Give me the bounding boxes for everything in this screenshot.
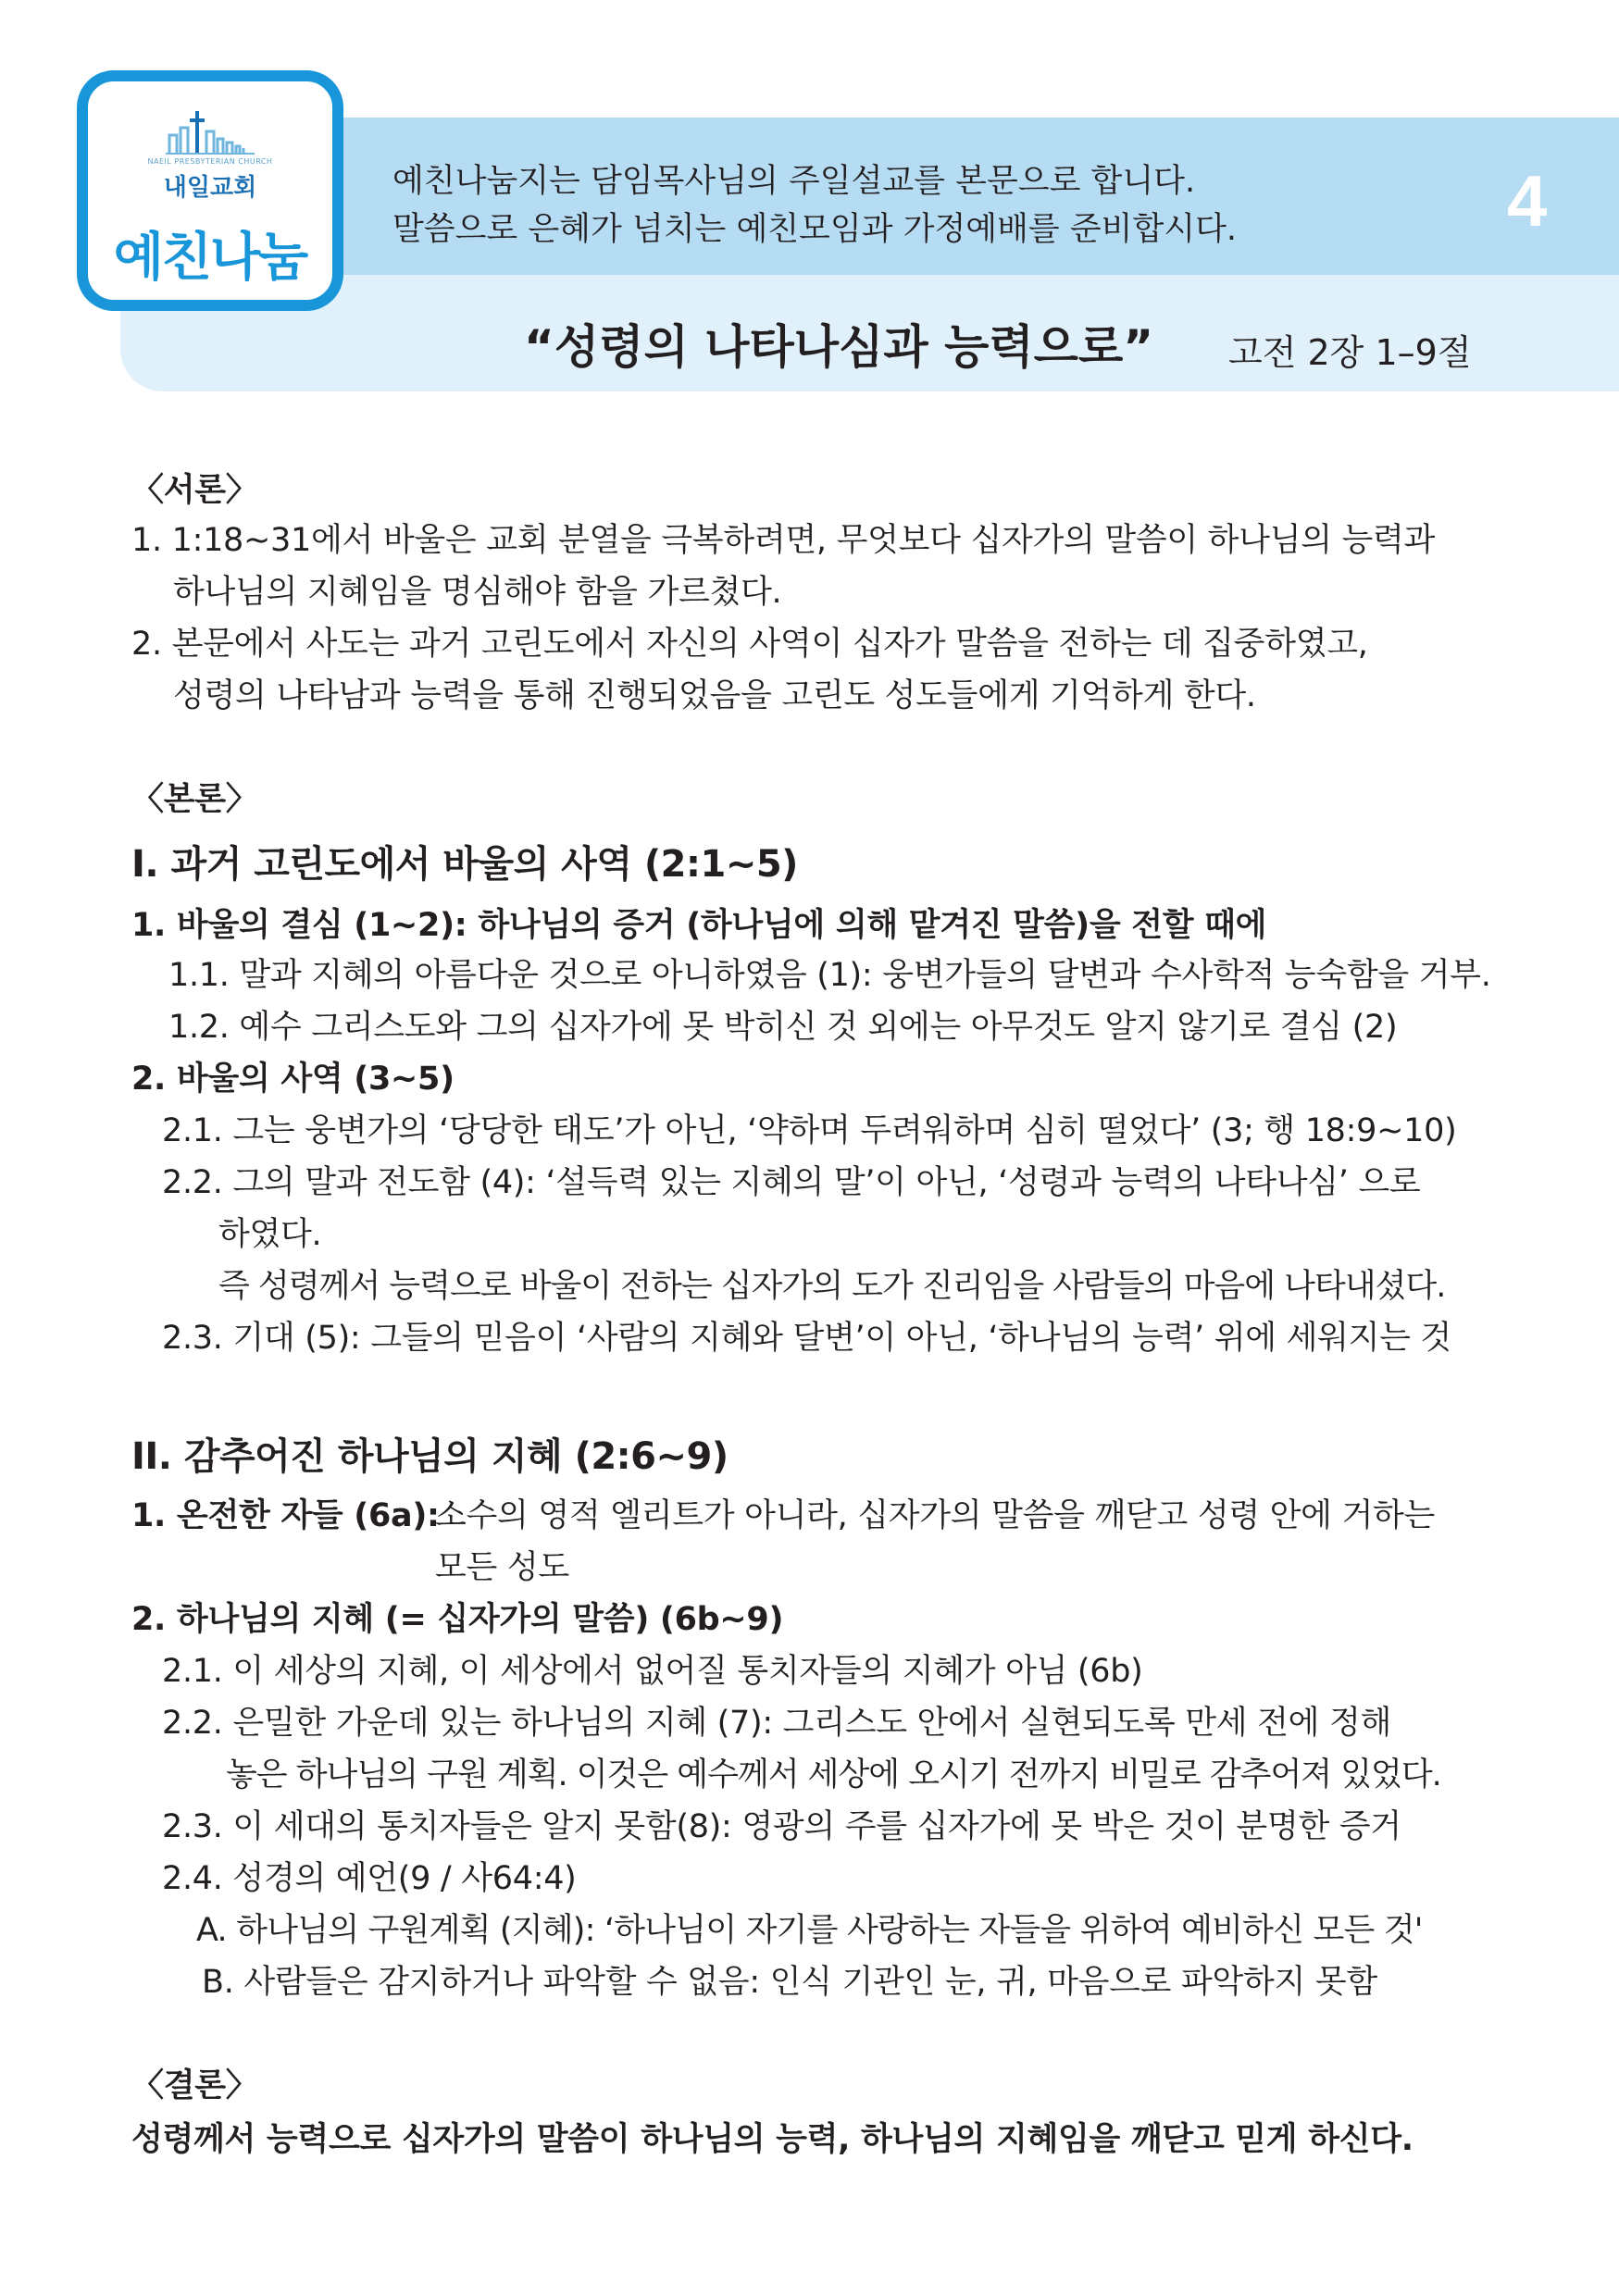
part-1-item-1-1: 1.1. 말과 지혜의 아름다운 것으로 아니하였음 (1): 웅변가들의 달변과 수사학적 능숙함을 거부. <box>168 957 1491 994</box>
conclusion-heading: 〈결론〉 <box>131 2067 258 2104</box>
conclusion-text: 성령께서 능력으로 십자가의 말씀이 하나님의 능력, 하나님의 지혜임을 깨닫고 믿게 하신다. <box>131 2121 1414 2158</box>
part-2-title: II. 감추어진 하나님의 지혜 (2:6~9) <box>131 1435 729 1478</box>
part-2-item-2-3: 2.3. 이 세대의 통치자들은 알지 못함(8): 영광의 주를 십자가에 못 박은 것이 분명한 증거 <box>162 1808 1401 1845</box>
part-1-item-2-2-line-3: 즉 성령께서 능력으로 바울이 전하는 십자가의 도가 진리임을 사람들의 마음에 나타내셨다. <box>218 1268 1446 1305</box>
part-2-section-1-text-line-2: 모든 성도 <box>435 1549 569 1586</box>
part-1-section-1-title: 1. 바울의 결심 (1∼2): 하나님의 증거 (하나님에 의해 맡겨진 말씀)을 전할 때에 <box>131 907 1267 944</box>
intro-point-2-line-1: 2. 본문에서 사도는 과거 고린도에서 자신의 사역이 십자가 말씀을 전하는 데 집중하였고, <box>131 626 1368 663</box>
part-2-section-1-text-line-1: 소수의 영적 엘리트가 아니라, 십자가의 말씀을 깨닫고 성령 안에 거하는 <box>435 1497 1436 1534</box>
logo-tiny-text: NAEIL PRESBYTERIAN CHURCH <box>147 157 273 166</box>
scripture-reference: 고전 2장 1–9절 <box>1228 332 1472 373</box>
part-2-item-2-4: 2.4. 성경의 예언(9 / 사64:4) <box>162 1860 577 1897</box>
part-2-section-1-label: 1. 온전한 자들 (6a): <box>131 1497 440 1534</box>
logo-church-name: 내일교회 <box>163 174 257 202</box>
logo-box <box>77 70 343 311</box>
church-skyline-icon <box>166 107 255 155</box>
part-2-item-2-2-line-2: 놓은 하나님의 구원 계획. 이것은 예수께서 세상에 오시기 전까지 비밀로 감추어져 있었다. <box>226 1756 1441 1793</box>
part-1-item-2-3: 2.3. 기대 (5): 그들의 믿음이 ‘사람의 지혜와 달변’이 아닌, ‘하나님의 능력’ 위에 세워지는 것 <box>162 1320 1451 1357</box>
intro-line-1: 예친나눔지는 담임목사님의 주일설교를 본문으로 합니다. <box>392 163 1196 200</box>
part-2-item-2-2-line-1: 2.2. 은밀한 가운데 있는 하나님의 지혜 (7): 그리스도 안에서 실현되도록 만세 전에 정해 <box>162 1705 1391 1742</box>
intro-point-1-line-1: 1. 1:18∼31에서 바울은 교회 분열을 극복하려면, 무엇보다 십자가의 말씀이 하나님의 능력과 <box>131 522 1436 559</box>
intro-line-2: 말씀으로 은혜가 넘치는 예친모임과 가정예배를 준비합시다. <box>392 211 1238 248</box>
intro-point-1-line-2: 하나님의 지혜임을 명심해야 함을 가르쳤다. <box>173 574 782 611</box>
part-2-item-2-1: 2.1. 이 세상의 지혜, 이 세상에서 없어질 통치자들의 지혜가 아님 (6b) <box>162 1653 1143 1690</box>
part-1-title: I. 과거 고린도에서 바울의 사역 (2:1~5) <box>131 843 798 886</box>
part-2-item-2-4-a: A. 하나님의 구원계획 (지혜): ‘하나님이 자기를 사랑하는 자들을 위하여 예비하신 모든 것' <box>196 1912 1423 1949</box>
body-heading: 〈본론〉 <box>131 781 258 818</box>
part-1-section-2-title: 2. 바울의 사역 (3∼5) <box>131 1061 455 1098</box>
part-1-item-2-1: 2.1. 그는 웅변가의 ‘당당한 태도’가 아닌, ‘약하며 두려워하며 심히 떨었다’ (3; 행 18:9∼10) <box>162 1112 1457 1149</box>
part-1-item-1-2: 1.2. 예수 그리스도와 그의 십자가에 못 박히신 것 외에는 아무것도 알지 않기로 결심 (2) <box>168 1009 1398 1046</box>
page-number: 4 <box>1507 160 1548 242</box>
part-1-item-2-2-line-2: 하였다. <box>218 1216 322 1253</box>
part-1-item-2-2-line-1: 2.2. 그의 말과 전도함 (4): ‘설득력 있는 지혜의 말’이 아닌, ‘성령과 능력의 나타나심’ 으로 <box>162 1164 1421 1201</box>
part-2-item-2-4-b: B. 사람들은 감지하거나 파악할 수 없음: 인식 기관인 눈, 귀, 마음으로 파악하지 못함 <box>202 1964 1377 2001</box>
intro-heading: 〈서론〉 <box>131 472 258 509</box>
sermon-title: “성령의 나타나심과 능력으로” <box>524 320 1154 374</box>
intro-point-2-line-2: 성령의 나타남과 능력을 통해 진행되었음을 고린도 성도들에게 기억하게 한다. <box>173 677 1256 714</box>
part-2-section-2-title: 2. 하나님의 지혜 (= 십자가의 말씀) (6b∼9) <box>131 1601 784 1638</box>
logo-section-name: 예친나눔 <box>113 228 307 288</box>
